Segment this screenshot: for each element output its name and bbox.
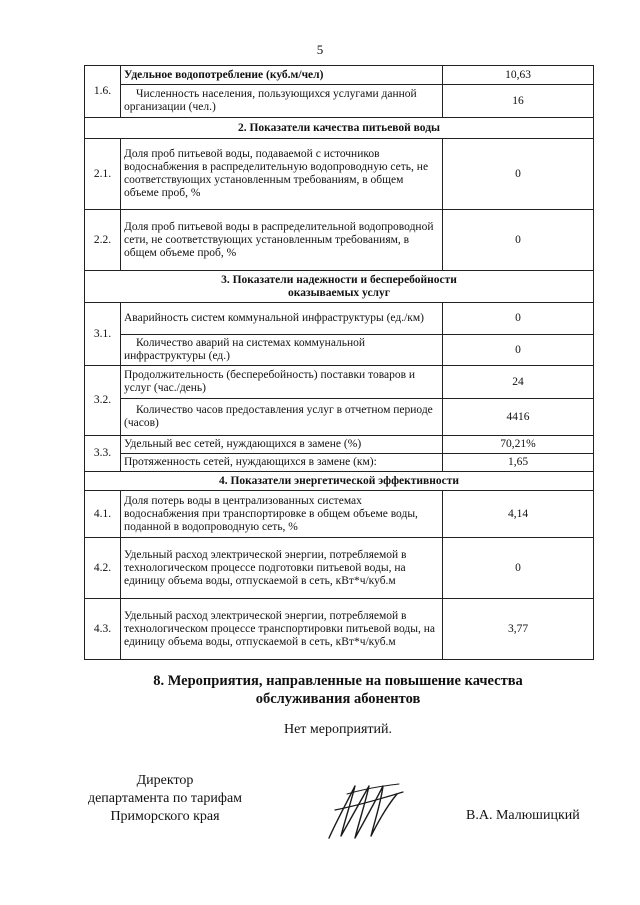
indicator-value: 3,77 xyxy=(443,599,594,660)
indicator-value: 0 xyxy=(443,303,594,335)
section-row xyxy=(85,271,594,303)
indicator-name: Доля потерь воды в централизованных системах водоснабжения при транспортировке в общем объеме воды, поданной в водопроводную сеть, % xyxy=(121,491,443,538)
section-row xyxy=(85,472,594,491)
section-heading: 4. Показатели энергетической эффективности xyxy=(85,472,594,491)
indicator-value: 0 xyxy=(443,538,594,599)
row-number: 2.1. xyxy=(85,139,121,210)
section-row xyxy=(85,118,594,139)
row-number: 3.3. xyxy=(85,436,121,472)
section-heading: 2. Показатели качества питьевой воды xyxy=(85,118,594,139)
indicator-name: Доля проб питьевой воды в распределительной водопроводной сети, не соответствующих установленным требованиям, в общем объеме проб, % xyxy=(121,210,443,271)
indicator-value: 24 xyxy=(443,366,594,399)
no-measures-text: Нет мероприятий. xyxy=(283,722,393,737)
indicator-name: Аварийность систем коммунальной инфраструктуры (ед./км) xyxy=(121,303,443,335)
table-row xyxy=(85,335,594,366)
indicator-name: Удельное водопотребление (куб.м/чел) xyxy=(121,66,443,85)
indicator-name: Количество аварий на системах коммунальной инфраструктуры (ед.) xyxy=(121,335,443,366)
indicator-value: 70,21% xyxy=(443,436,594,454)
measures-heading-line: 8. Мероприятия, направленные на повышение качества xyxy=(153,673,523,689)
table-row xyxy=(85,538,594,599)
handwritten-signature xyxy=(325,780,407,842)
row-number: 4.1. xyxy=(85,491,121,538)
indicator-value: 0 xyxy=(443,335,594,366)
position-line: Директор xyxy=(136,773,194,788)
indicator-name: Протяженность сетей, нуждающихся в замене (км): xyxy=(121,454,443,472)
position-line: Приморского края xyxy=(110,809,220,824)
section-heading: 3. Показатели надежности и бесперебойности оказываемых услуг xyxy=(85,271,594,303)
row-number: 3.1. xyxy=(85,303,121,366)
indicator-value: 4,14 xyxy=(443,491,594,538)
indicator-name: Удельный расход электрической энергии, потребляемой в технологическом процессе подготовки питьевой воды, на единицу объема воды, отпускаемой в сеть, кВт*ч/куб.м xyxy=(121,538,443,599)
row-number: 2.2. xyxy=(85,210,121,271)
indicator-value: 16 xyxy=(443,85,594,118)
row-number: 4.3. xyxy=(85,599,121,660)
table-row xyxy=(85,210,594,271)
indicator-name: Количество часов предоставления услуг в отчетном периоде (часов) xyxy=(121,399,443,436)
table-row xyxy=(85,599,594,660)
indicator-value: 0 xyxy=(443,139,594,210)
table-row xyxy=(85,399,594,436)
table-row xyxy=(85,366,594,399)
indicator-name: Удельный расход электрической энергии, потребляемой в технологическом процессе транспортировки питьевой воды, на единицу объема воды, отпускаемой в сеть, кВт*ч/куб.м xyxy=(121,599,443,660)
indicator-value: 1,65 xyxy=(443,454,594,472)
measures-heading-line: обслуживания абонентов xyxy=(255,691,421,707)
indicator-name: Продолжительность (бесперебойность) поставки товаров и услуг (час./день) xyxy=(121,366,443,399)
signatory-position xyxy=(60,772,270,826)
page-number: 5 xyxy=(316,42,324,57)
signer-name: В.А. Малюшицкий xyxy=(466,808,580,823)
indicator-name: Доля проб питьевой воды, подаваемой с источников водоснабжения в распределительную водопроводную сеть, не соответствующих установленным требованиям, в общем объеме проб, % xyxy=(121,139,443,210)
position-line: департамента по тарифам xyxy=(87,791,243,806)
indicator-value: 10,63 xyxy=(443,66,594,85)
table-row xyxy=(85,66,594,85)
indicator-value: 0 xyxy=(443,210,594,271)
measures-heading xyxy=(100,672,576,708)
indicator-value: 4416 xyxy=(443,399,594,436)
table-row xyxy=(85,303,594,335)
indicators-table xyxy=(84,65,594,660)
table-row xyxy=(85,436,594,454)
row-number: 1.6. xyxy=(85,66,121,118)
row-number: 3.2. xyxy=(85,366,121,436)
table-row xyxy=(85,85,594,118)
row-number: 4.2. xyxy=(85,538,121,599)
table-row xyxy=(85,491,594,538)
indicator-name: Численность населения, пользующихся услугами данной организации (чел.) xyxy=(121,85,443,118)
table-row xyxy=(85,454,594,472)
table-row xyxy=(85,139,594,210)
indicator-name: Удельный вес сетей, нуждающихся в замене (%) xyxy=(121,436,443,454)
